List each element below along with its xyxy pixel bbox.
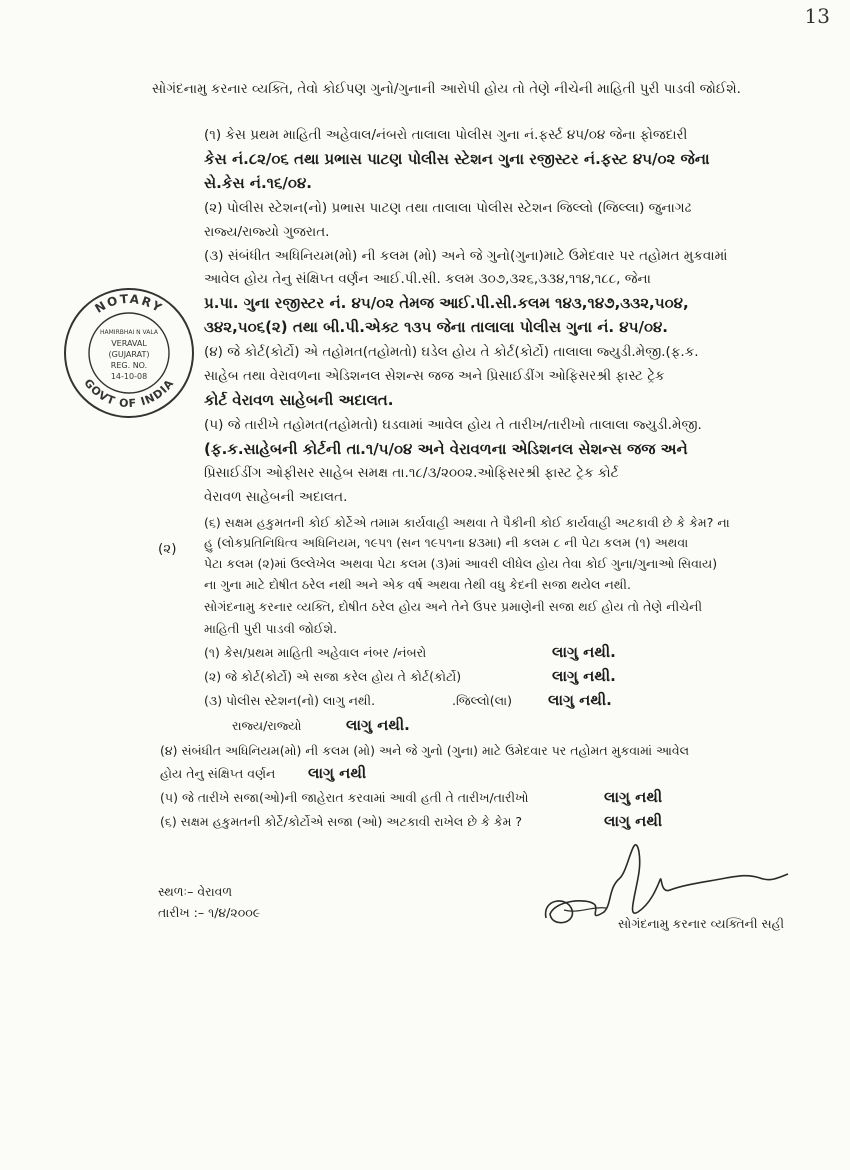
section2-line6: માહિતી પુરી પાડવી જોઈશે. [204,621,338,636]
q3-label: (૩) પોલીસ સ્ટેશન(નો) લાગુ નથી. [204,693,376,708]
q3-district-label: .જિલ્લો(લા) [452,693,512,708]
section2-line1: (૬) સક્ષમ હકુમતની કોઈ કોર્ટેએ તમામ કાર્યવાહી અથવા તે પૈકીની કોઈ કાર્યવાહી અટકાવી છે કે કેમ? ના [204,515,730,530]
svg-text:GOVT OF INDIA: GOVT OF INDIA [81,376,177,411]
item3-line2: આવેલ હોય તેનુ સંક્ષિપ્ત વર્ણન આઈ.પી.સી. કલમ ૩૦૭,૩૨૬,૩૩૪,૧૧૪,૧૮૮, જેના [204,271,651,287]
item5-line3: પ્રિસાઈડીંગ ઓફીસર સાહેબ સમક્ષ તા.૧૮/૩/૨૦૦૨.ઓફિસરશ્રી ફાસ્ટ ટ્રેક કોર્ટ [204,465,619,481]
q3-state-answer: લાગુ નથી. [346,716,410,734]
q6-label: (૬) સક્ષમ હકુમતની કોર્ટે/કોર્ટોએ સજા (ઓ) અટકાવી રાખેલ છે કે કેમ ? [160,814,523,829]
q1-label: (૧) કેસ/પ્રથમ માહિતી અહેવાલ નંબર /નંબરો [204,645,427,660]
svg-text:HAMIRBHAI N VALA: HAMIRBHAI N VALA [100,329,158,336]
q4-answer: લાગુ નથી [308,764,367,782]
section2-line4: ના ગુના માટે દોષીત ઠરેલ નથી અને એક વર્ષ અથવા તેથી વધુ કેદની સજા થયેલ નથી. [204,577,631,592]
page-number: 13 [804,4,830,28]
section2-line5: સોગંદનામુ કરનાર વ્યક્તિ, દોષીત ઠરેલ હોય અને તેને ઉપર પ્રમાણેની સજા થઈ હોય તો તેણે નીચેની [204,599,703,614]
item4-line2: સાહેબ તથા વેરાવળના એડિશનલ સેશન્સ જજ અને પ્રિસાઈડીંગ ઓફિસરશ્રી ફાસ્ટ ટ્રેક [204,368,665,384]
item3-line3: પ્ર.પા. ગુના રજીસ્ટર નં. ૪૫/૦૨ તેમજ આઈ.પી.સી.કલમ ૧૪૩,૧૪૭,૩૩૨,૫૦૪, [204,294,689,312]
q3-state-label: રાજ્ય/રાજ્યો [232,718,302,733]
q4-line1: (૪) સંબંધીત અધિનિયમ(મો) ની કલમ (મો) અને જે ગુનો (ગુના) માટે ઉમેદવાર પર તહોમત મુકવામાં આવેલ [160,743,690,758]
date-line: તારીખ :– ૧/૪/૨૦૦૯ [158,905,261,920]
item5-line2: (ફ.ક.સાહેબની કોર્ટની તા.૧/૫/૦૪ અને વેરાવળના એડિશનલ સેશન્સ જજ અને [204,440,688,458]
svg-text:VERAVAL: VERAVAL [111,339,147,348]
q3-answer: લાગુ નથી. [548,691,612,709]
q2-answer: લાગુ નથી. [552,667,616,685]
section2-line2: હુ (લોકપ્રતિનિધિત્વ અધિનિયમ, ૧૯૫૧ (સન ૧૯૫૧ના ૪૩મા) ની કલમ ૮ ની પેટા કલમ (૧) અથવા [204,535,689,550]
place-line: સ્થળઃ– વેરાવળ [158,884,233,899]
item3-line4: ૩૪૨,૫૦૬(૨) તથા બી.પી.એક્ટ ૧૩૫ જેના તાલાલા પોલીસ ગુના નં. ૪૫/૦૪. [204,318,668,336]
item1-line3: સે.કેસ નં.૧૬/૦૪. [204,174,312,192]
q2-label: (૨) જે કોર્ટ(કોર્ટો) એ સજા કરેલ હોય તે કોર્ટ(કોર્ટો) [204,669,462,684]
q1-answer: લાગુ નથી. [552,643,616,661]
q5-label: (૫) જે તારીખે સજા(ઓ)ની જાહેરાત કરવામાં આવી હતી તે તારીખ/તારીખો [160,790,529,805]
item3-line1: (૩) સંબંધીત અધિનિયમ(મો) ની કલમ (મો) અને જે ગુનો(ગુના)માટે ઉમેદવાર પર તહોમત મુકવામાં [204,248,728,264]
q6-answer: લાગુ નથી [604,812,663,830]
intro-text: સોગંદનામુ કરનાર વ્યક્તિ, તેવો કોઈપણ ગુનો/ગુનાની આરોપી હોય તો તેણે નીચેની માહિતી પુરી પાડવી જોઈશે. [152,81,741,97]
notary-stamp-seal [58,282,200,424]
section2-line3: પેટા કલમ (૨)માં ઉલ્લેખેલ અથવા પેટા કલમ (૩)માં આવરી લીધેલ હોય તેવા કોઈ ગુના/ગુનાઓ સિવાય) [204,556,718,571]
item4-line1: (૪) જે કોર્ટ(કોર્ટો) એ તહોમત(તહોમતો) ઘડેલ હોય તે કોર્ટ(કોર્ટો) તાલાલા જ્યુડી.મેજી.(ફ.ક. [204,344,699,360]
item2-line1: (૨) પોલીસ સ્ટેશન(નો) પ્રભાસ પાટણ તથા તાલાલા પોલીસ સ્ટેશન જિલ્લો (જિલ્લા) જુનાગઢ [204,200,692,216]
item4-line3: કોર્ટ વેરાવળ સાહેબની અદાલત. [204,391,394,409]
item5-line4: વેરાવળ સાહેબની અદાલત. [204,489,348,505]
item1-line2: કેસ નં.૮૨/૦૬ તથા પ્રભાસ પાટણ પોલીસ સ્ટેશન ગુના રજીસ્ટર નં.ફસ્ટ ૪૫/૦૨ જેના [204,150,710,168]
item2-line2: રાજ્ય/રાજ્યો ગુજરાત. [204,224,330,240]
section2-marker: (૨) [158,541,177,557]
q5-answer: લાગુ નથી [604,788,663,806]
item5-line1: (૫) જે તારીખે તહોમત(તહોમતો) ઘડવામાં આવેલ હોય તે તારીખ/તારીખો તાલાલા જ્યુડી.મેજી. [204,417,702,433]
svg-text:14-10-08: 14-10-08 [110,372,148,381]
svg-text:NOTARY: NOTARY [92,291,166,316]
q4-line2: હોય તેનુ સંક્ષિપ્ત વર્ણન [160,766,276,781]
svg-text:REG. NO.: REG. NO. [110,361,148,370]
svg-text:(GUJARAT): (GUJARAT) [108,350,150,359]
signature-label: સોગંદનામુ કરનાર વ્યક્તિની સહી [618,916,785,931]
item1-line1: (૧) કેસ પ્રથમ માહિતી અહેવાલ/નંબરો તાલાલા પોલીસ ગુના નં.ફર્સ્ટ ૪૫/૦૪ જેના ફોજદારી [204,127,688,143]
